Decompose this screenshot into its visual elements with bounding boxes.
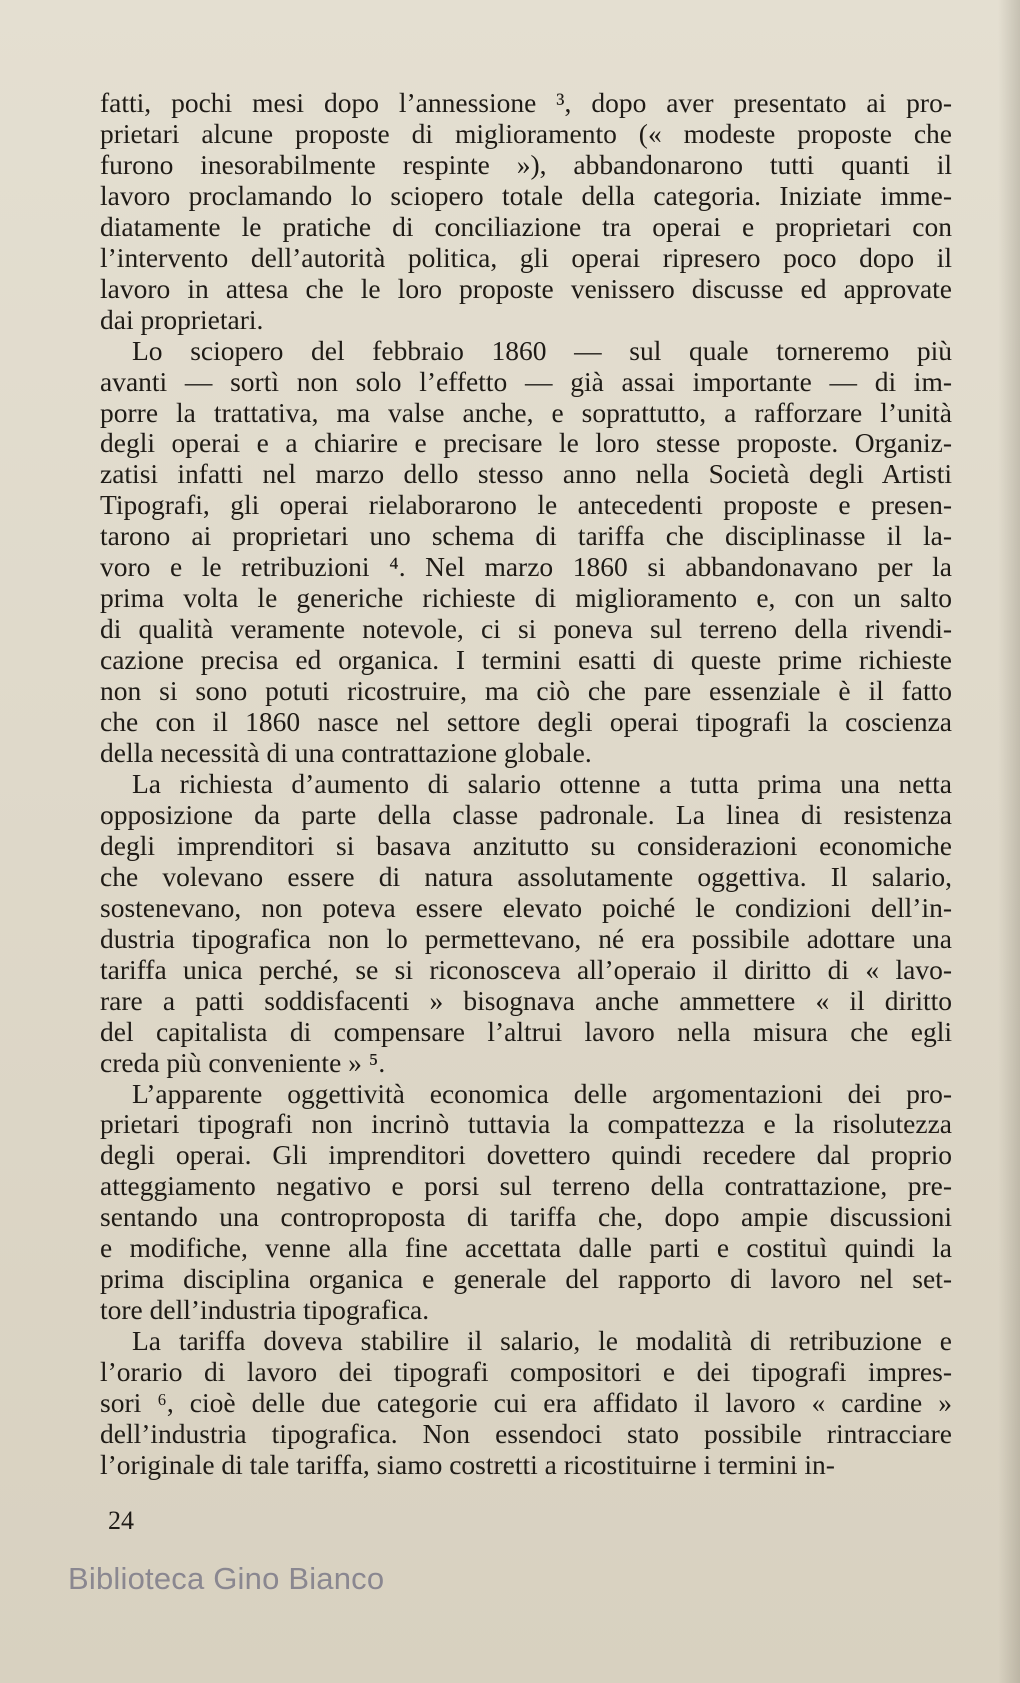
body-text: [100, 88, 952, 1481]
text-line: dell’industria tipografica. Non essendoci stato possibile rintracciare: [100, 1417, 952, 1449]
text-line: del capitalista di compensare l’altrui lavoro nella misura che egli: [100, 1015, 952, 1047]
text-line: creda più conveniente » ⁵.: [100, 1046, 386, 1078]
text-line: tariffa unica perché, se si riconosceva all’operaio il diritto di « lavo-: [100, 953, 952, 985]
text-line: dai proprietari.: [100, 303, 264, 335]
text-line: prima disciplina organica e generale del rapporto di lavoro nel set-: [100, 1263, 952, 1295]
text-line: La tariffa doveva stabilire il salario, le modalità di retribuzione e: [132, 1325, 952, 1357]
text-line: tore dell’industria tipografica.: [100, 1294, 430, 1326]
text-line: l’orario di lavoro dei tipografi compositori e dei tipografi impres-: [100, 1356, 952, 1388]
text-line: non si sono potuti ricostruire, ma ciò che pare essenziale è il fatto: [100, 675, 952, 707]
text-line: dustria tipografica non lo permettevano, né era possibile adottare una: [100, 922, 952, 954]
text-line: prima volta le generiche richieste di miglioramento e, con un salto: [100, 582, 952, 614]
text-line: cazione precisa ed organica. I termini esatti di queste prime richieste: [100, 644, 952, 676]
text-line: atteggiamento negativo e porsi sul terreno della contrattazione, pre-: [100, 1170, 952, 1202]
text-line: diatamente le pratiche di conciliazione tra operai e proprietari con: [100, 210, 952, 242]
library-watermark: Biblioteca Gino Bianco: [68, 1561, 385, 1596]
text-line: prietari alcune proposte di miglioramento (« modeste proposte che: [100, 117, 952, 149]
text-line: La richiesta d’aumento di salario ottenne a tutta prima una netta: [132, 767, 952, 799]
text-line: fatti, pochi mesi dopo l’annessione ³, dopo aver presentato ai pro-: [100, 87, 952, 118]
text-line: degli imprenditori si basava anzitutto su considerazioni economiche: [100, 829, 952, 861]
text-line: rare a patti soddisfacenti » bisognava anche ammettere « il diritto: [100, 984, 952, 1016]
text-line: zatisi infatti nel marzo dello stesso anno nella Società degli Artisti: [100, 458, 952, 490]
text-line: avanti — sortì non solo l’effetto — già assai importante — di im-: [100, 365, 952, 397]
text-line: prietari tipografi non incrinò tuttavia la compattezza e la risolutezza: [100, 1108, 952, 1140]
text-line: sori ⁶, cioè delle due categorie cui era affidato il lavoro « cardine »: [100, 1387, 952, 1419]
text-line: e modifiche, venne alla fine accettata dalle parti e costituì quindi la: [100, 1232, 952, 1264]
text-line: l’originale di tale tariffa, siamo costretti a ricostituirne i termini in-: [100, 1448, 835, 1480]
text-line: opposizione da parte della classe padronale. La linea di resistenza: [100, 798, 952, 830]
text-line: porre la trattativa, ma valse anche, e soprattutto, a rafforzare l’unità: [100, 396, 952, 428]
page-number: 24: [108, 1506, 134, 1535]
text-line: voro e le retribuzioni ⁴. Nel marzo 1860 si abbandonavano per la: [100, 551, 952, 583]
text-line: Lo sciopero del febbraio 1860 — sul quale torneremo più: [132, 334, 952, 366]
text-line: di qualità veramente notevole, ci si poneva sul terreno della rivendi-: [100, 613, 952, 645]
text-line: sostenevano, non poteva essere elevato poiché le condizioni dell’in-: [100, 891, 952, 923]
text-line: lavoro proclamando lo sciopero totale della categoria. Iniziate imme-: [100, 179, 952, 211]
text-line: lavoro in attesa che le loro proposte venissero discusse ed approvate: [100, 272, 952, 304]
text-line: tarono ai proprietari uno schema di tariffa che disciplinasse il la-: [100, 520, 952, 552]
text-line: che volevano essere di natura assolutamente oggettiva. Il salario,: [100, 860, 952, 892]
text-line: Tipografi, gli operai rielaborarono le antecedenti proposte e presen-: [100, 489, 952, 521]
text-line: della necessità di una contrattazione globale.: [100, 737, 592, 769]
text-line: l’intervento dell’autorità politica, gli operai ripresero poco dopo il: [100, 241, 952, 273]
text-line: L’apparente oggettività economica delle argomentazioni dei pro-: [132, 1077, 952, 1109]
text-line: degli operai. Gli imprenditori dovettero quindi recedere dal proprio: [100, 1139, 952, 1171]
text-line: furono inesorabilmente respinte »), abbandonarono tutti quanti il: [100, 148, 952, 180]
text-line: che con il 1860 nasce nel settore degli operai tipografi la coscienza: [100, 706, 952, 738]
text-line: sentando una controproposta di tariffa che, dopo ampie discussioni: [100, 1201, 952, 1233]
text-line: degli operai e a chiarire e precisare le loro stesse proposte. Organiz-: [100, 427, 952, 459]
